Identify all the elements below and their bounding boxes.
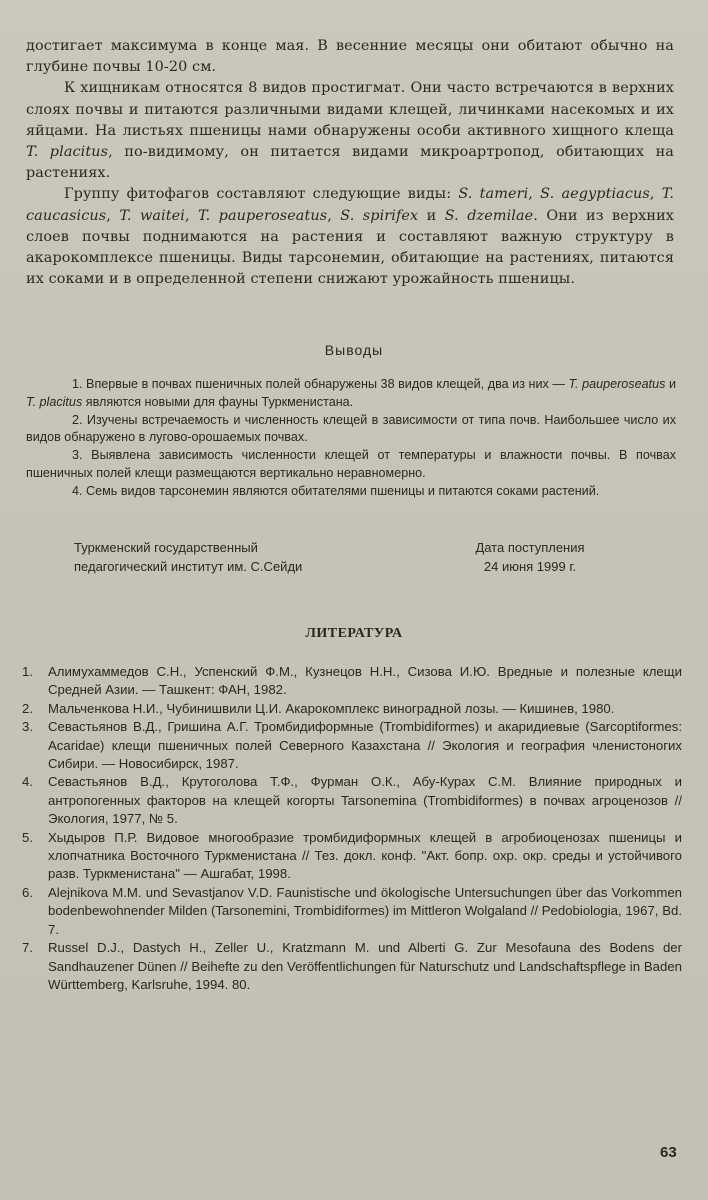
received-date-block [440,538,620,576]
species-name: S. spirifex [340,207,419,224]
species-name: T. pauperoseatus [198,207,328,224]
conclusion-4: 4. Семь видов тарсонемин являются обитателями пшеницы и питаются соками растений. [72,483,600,498]
species-name: S. aegyptiacus [540,186,650,203]
reference-number: 4. [22,774,33,790]
reference-item [22,829,682,884]
reference-list [22,663,682,994]
paragraph-3: Группу фитофагов составляют следующие виды: S. tameri, S. aegyptiacus, T. caucasicus, T. waitei, T. pauperoseatus, S. spirifex и S. dzemilae. Они из верхних слоев почвы поднимаются на растения и составляют важную структуру в акарокомплексе пшеницы. Виды тарсонемин, обитающие на растениях, питаются их соками и в определенной степени снижают урожайность пшеницы. [26,186,674,288]
reference-text: Мальченкова Н.И., Чубинишвили Ц.И. Акарокомплекс виноградной лозы. — Кишинев, 1980. [48,700,615,716]
affiliation [74,538,374,576]
conclusion-3: 3. Выявлена зависимость численности клещей от температуры и влажности почвы. В почвах пшеничных полей клещи размещаются вертикально неравномерно. [26,448,676,480]
reference-text: Севастьянов В.Д., Крутоголова Т.Ф., Фурман О.К., Абу-Курах С.М. Влияние природных и антропогенных факторов на клещей когорты Tarsonemina (Trombidiformes) в почвах агроценозов // Экология, 1977, № 5. [48,774,682,827]
reference-number: 2. [22,700,33,716]
received-label: Дата поступления [475,540,585,555]
page-number: 63 [660,1144,677,1161]
reference-number: 7. [22,940,33,956]
affiliation-line-1: Туркменский государственный [74,540,258,555]
species-name: T. pauperoseatus [568,377,666,391]
received-date: 24 июня 1999 г. [483,559,577,574]
reference-item [22,884,682,939]
reference-number: 5. [22,829,33,845]
body-text [26,36,674,290]
reference-text: Russel D.J., Dastych H., Zeller U., Kratzmann M. und Alberti G. Zur Mesofauna des Bodens der Sandhauzener Dünen // Beihefte zu den Veröffentlichungen für Naturschutz und Landschaftspflege in Baden Württemberg, Karlsruhe, 1994. 80. [48,940,682,992]
reference-number: 1. [22,664,33,679]
species-name: T. waitei [119,207,185,224]
reference-item [22,663,682,700]
paragraph-2: К хищникам относятся 8 видов простигмат. Они часто встречаются в верхних слоях почвы и питаются различными видами клещей, личинками насекомых и их яйцами. На листьях пшеницы нами обнаружены особи активного хищного клеща T. placitus, по-видимому, он питается видами микроартропод, обитающих на растениях. [26,80,674,182]
conclusions-heading: Выводы [324,342,384,358]
reference-number: 3. [22,719,33,735]
literature-heading: ЛИТЕРАТУРА [305,626,403,641]
species-name: S. tameri [458,186,529,203]
species-name: S. dzemilae [444,207,534,224]
affiliation-line-2: педагогический институт им. С.Сейди [74,559,303,574]
conclusions-list [26,376,676,501]
reference-item [22,718,682,773]
reference-item [22,700,682,718]
species-name: T. caucasicus [26,186,674,224]
conclusion-1: 1. Впервые в почвах пшеничных полей обнаружены 38 видов клещей, два из них — T. pauperoseatus и T. placitus являются новыми для фауны Туркменистана. [26,377,676,409]
reference-item [22,939,682,994]
species-name: T. placitus [26,394,83,409]
reference-text: Alejnikova M.M. und Sevastjanov V.D. Faunistische und ökologische Untersuchungen über das Vorkommen bodenbewohnender Milden (Tarsonemini, Trombidiformes) im Mittleron Wolgaland // Pedobiologia, 1967, Bd. 7. [48,884,682,937]
reference-text: Хыдыров П.Р. Видовое многообразие тромбидиформных клещей в агробиоценозах пшеницы и хлопчатника Восточного Туркменистана // Тез. докл. конф. "Акт. бопр. охр. окр. среды и устойчивого разв. Туркменистана" — Ашгабат, 1998. [48,829,682,882]
species-name: T. placitus [26,144,109,161]
reference-number: 6. [22,884,33,900]
reference-item [22,773,682,828]
reference-text: Севастьянов В.Д., Гришина А.Г. Тромбидиформные (Trombidiformes) и акаридиевые (Sarcoptiformes: Acaridae) клещи пшеничных полей Северного Казахстана // Экология и география членистоногих Сибири. — Новосибирск, 1987. [48,719,682,772]
reference-text: Алимухаммедов С.Н., Успенский Ф.М., Кузнецов Н.Н., Сизова И.Ю. Вредные и полезные клещи Средней Азии. — Ташкент: ФАН, 1982. [48,664,682,698]
conclusion-2: 2. Изучены встречаемость и численность клещей в зависимости от типа почв. Наибольшее число их видов обнаружено в лугово-орошаемых почвах. [26,412,676,445]
paragraph-1: достигает максимума в конце мая. В весенние месяцы они обитают обычно на глубине почвы 10-20 см. [26,38,674,76]
